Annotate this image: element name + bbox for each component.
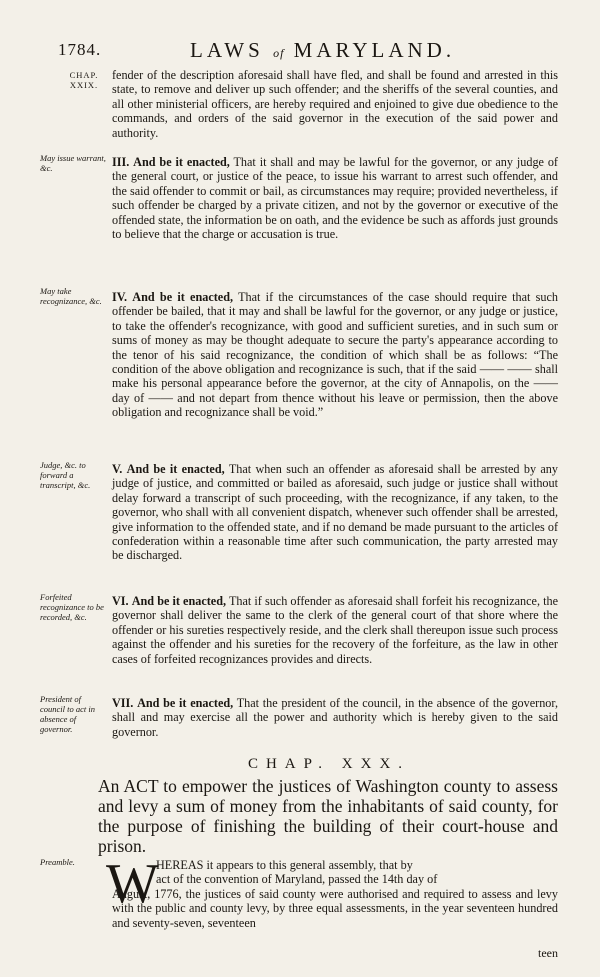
section-number: VII. <box>112 696 134 710</box>
enacting-clause: And be it enacted, <box>132 290 234 304</box>
preamble-text <box>112 858 558 930</box>
preamble-line-3: August, 1776, the justices of said county were authorised and required to assess and levy with the public and county levy, by three equal assessments, in the year seventeen hundred and seventy-seven, seventeen <box>112 886 558 930</box>
title-laws: LAWS <box>190 38 264 62</box>
section-text: That if such offender as aforesaid shall forfeit his recognizance, the governor shall deliver the same to the clerk of the general court of that shore where the offender or his sureties respectively reside, and the clerk shall thereupon issue such process against the offender and his sureties for the recovery of the forfeiture, as the law in other cases of forfeited recognizances provides and directs. <box>112 594 559 666</box>
title-of: of <box>273 46 285 60</box>
section-text: That the president of the council, in the absence of the governor, shall and may exercise all the power and authority which is hereby given to the said governor. <box>112 696 558 739</box>
section-v <box>112 462 558 563</box>
intro-paragraph <box>112 68 558 140</box>
section-text: That if the circumstances of the case should require that such offender be bailed, that it may and shall be lawful for the governor, or any judge or justice, to take the offender's recognizance, with good and sufficient sureties, and in such sum or sums of money as may be thought adequate to secure the party's appearance according to the tenor of his said recognizance, the condition of which shall be as follows: “The condition of the above obligation and recognizance is such, that if the said —— —— shall make his personal appearance before the governor, at the city of Annapolis, on the —— day of —— and not depart from thence without his leave or permission, then the above obligation and recognizance shall be void.” <box>112 290 559 420</box>
intro-text: fender of the description aforesaid shall have fled, and shall be found and arrested in this state, to remove and deliver up such offender; and the sheriffs of the several counties, and all other ministerial officers, are hereby required and enjoined to give due obedience to the commands, and orders of the said governor in the execution of the said power and authority. <box>112 68 558 140</box>
section-vi <box>112 594 558 666</box>
year-label: 1784. <box>58 40 102 59</box>
margin-note-vi: Forfeited recognizance to be recorded, &c. <box>40 592 104 622</box>
act-title: An ACT to empower the justices of Washington county to assess and levy a sum of money from the inhabitants of said county, for the purpose of finishing the building of their court-house and prison. <box>98 776 558 856</box>
chapter-reference <box>58 70 110 90</box>
margin-note-iv: May take recognizance, &c. <box>40 286 102 306</box>
section-number: IV. <box>112 290 128 304</box>
preamble-line-1: HEREAS it appears to this general assembly, that by <box>156 858 413 872</box>
catchword: teen <box>538 946 558 960</box>
section-text: That when such an offender as aforesaid shall be arrested by any judge of justice, and committed or bailed as aforesaid, such judge or justice shall without delay forward a transcript of such proceeding, with the recognizance, if any taken, to the governor, who shall with all convenient dispatch, whenever such offender shall be arrested, give information to the offended state, and if no demand be made pursuant to the articles of confederation within a reasonable time after such communication, the party arrested may be discharged. <box>112 462 558 563</box>
section-vii <box>112 696 558 739</box>
section-text: That it shall and may be lawful for the governor, or any judge of the general court, or justice of the peace, to issue his warrant to arrest such offender, and the said offender to commit or bail, as circumstances may require; provided nevertheless, if such offender be charged by a private citizen, and not by the governor or executive of the offended state, the information be on oath, and the evidence be such as affords just grounds to believe that the charge or accusation is true. <box>112 155 558 242</box>
section-number: V. <box>112 462 123 476</box>
enacting-clause: And be it enacted, <box>126 462 225 476</box>
drop-cap: W <box>106 853 159 915</box>
enacting-clause: And be it enacted, <box>137 696 234 710</box>
enacting-clause: And be it enacted, <box>133 155 230 169</box>
chapter-title: CHAP. XXX. <box>247 756 411 772</box>
page-header <box>58 40 558 70</box>
chapter-ref-number: XXIX. <box>69 80 99 90</box>
section-iii <box>112 155 558 241</box>
preamble-label: Preamble. <box>40 857 75 867</box>
title-maryland: MARYLAND. <box>293 38 456 62</box>
margin-note-v: Judge, &c. to forward a transcript, &c. <box>40 460 91 490</box>
preamble-line-2: act of the convention of Maryland, passed the 14th day of <box>156 872 438 887</box>
running-title <box>190 38 455 63</box>
margin-note-vii: President of council to act in absence of governor. <box>40 694 96 734</box>
enacting-clause: And be it enacted, <box>131 594 227 608</box>
margin-note-iii: May issue warrant, &c. <box>40 153 106 173</box>
section-number: VI. <box>112 594 129 608</box>
section-number: III. <box>112 155 130 169</box>
section-iv <box>112 290 558 420</box>
chapter-ref-label: CHAP. <box>69 70 99 80</box>
